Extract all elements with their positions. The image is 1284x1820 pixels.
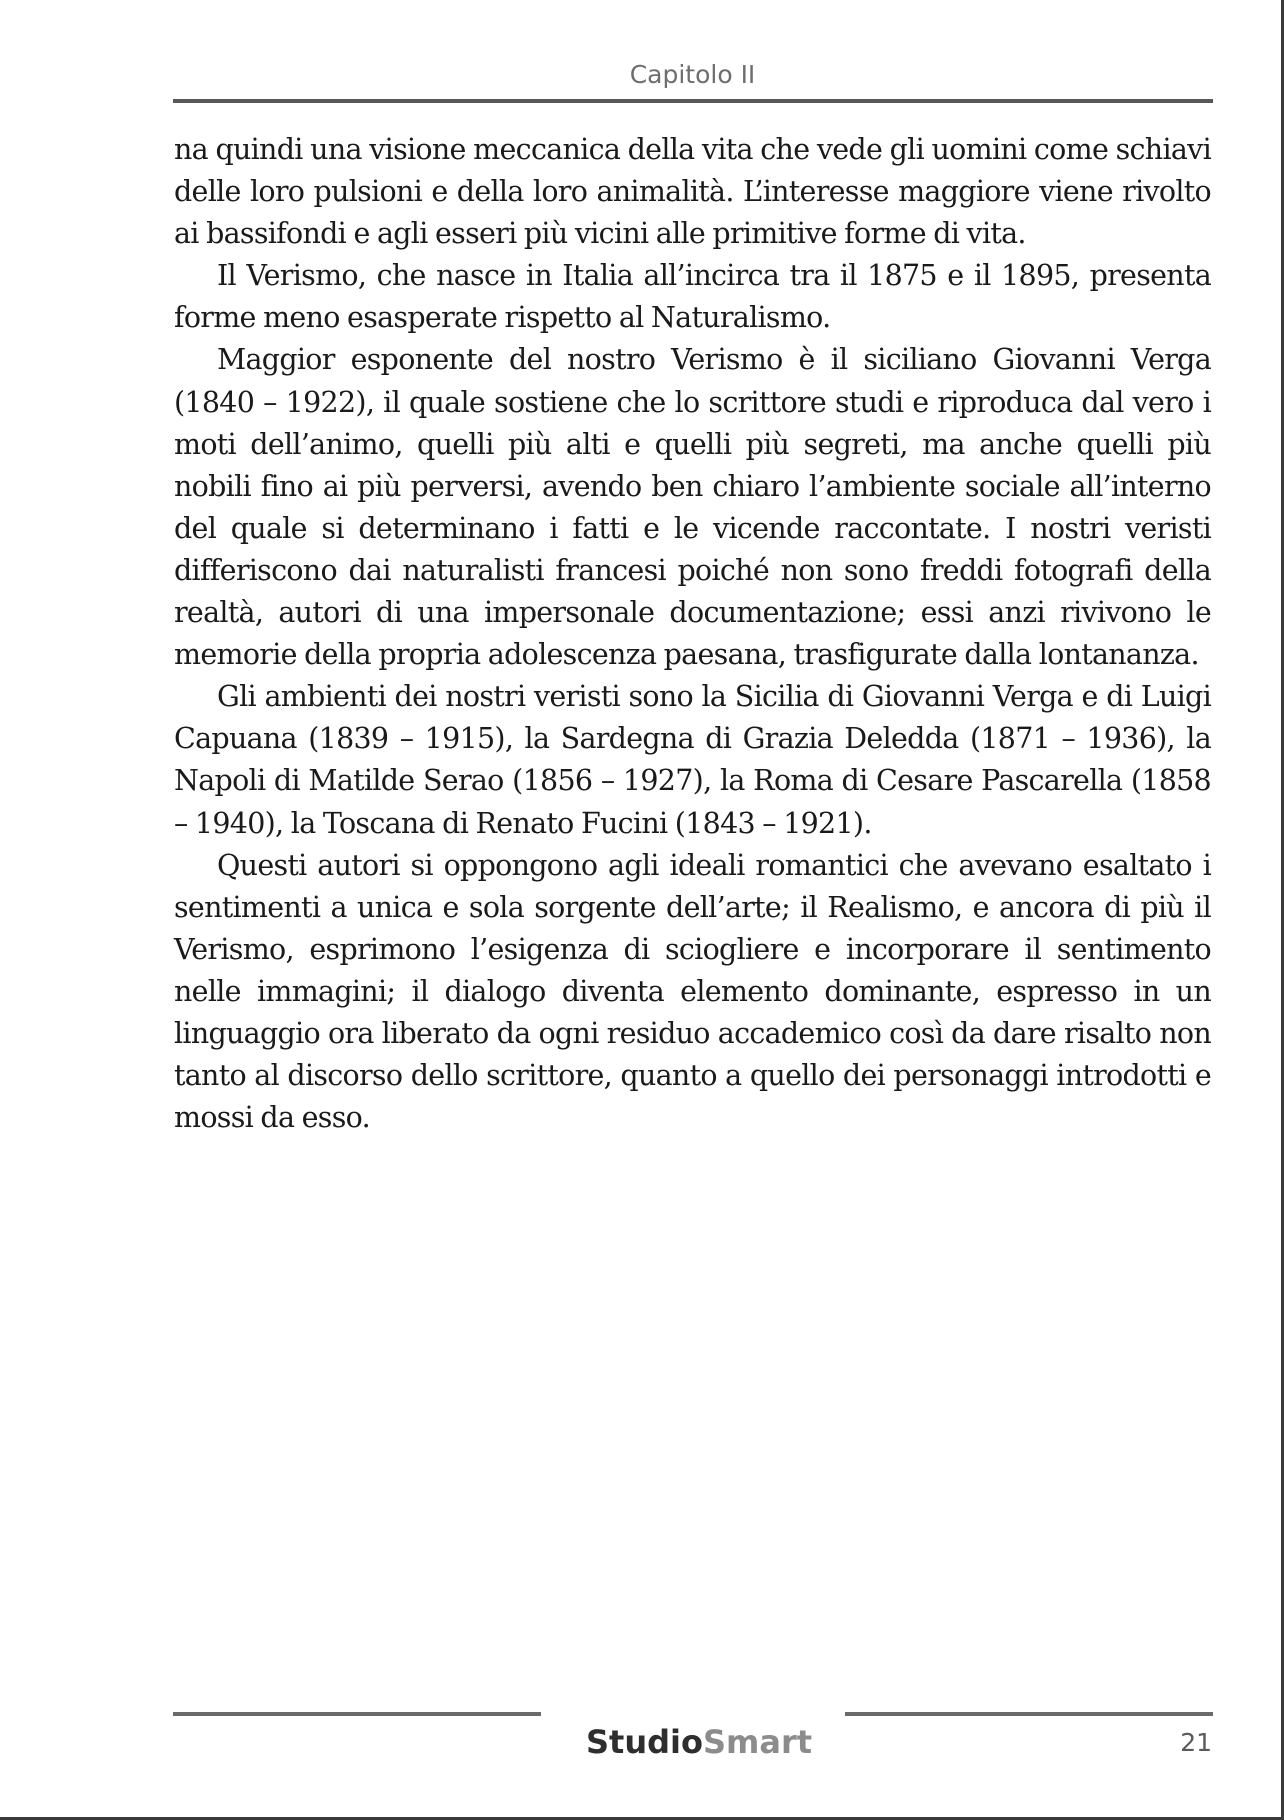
page-number: 21 [1180,1728,1212,1757]
publisher-logo [586,1723,812,1761]
running-header: Capitolo II [629,60,756,89]
paragraph-1: na quindi una visione meccanica della vita che vede gli uomini come schiavi delle loro pulsioni e della loro animalità. L’interesse maggiore viene rivolto ai bassifondi e agli esseri più vicini alle primitive forme di vita. [174,133,1211,251]
paragraph-3: Maggior esponente del nostro Verismo è il siciliano Giovanni Verga (1840 – 1922), il quale sostiene che lo scrittore studi e riproduca dal vero i moti dell’animo, quelli più alti e quelli più segreti, ma anche quelli più nobili fino ai più perversi, avendo ben chiaro l’ambiente sociale all’interno del quale si determinano i fatti e le vicende raccontate. I nostri veristi differiscono dai naturalisti francesi poiché non sono freddi fotografi della realtà, autori di una impersonale documentazione; essi anzi rivivono le memorie della propria adolescenza paesana, trasfigurate dalla lontananza. [174,343,1211,672]
footer-rule-right [845,1712,1213,1716]
header-rule [173,99,1213,103]
paragraph-2: Il Verismo, che nasce in Italia all’incirca tra il 1875 e il 1895, presenta forme meno esasperate rispetto al Naturalismo. [174,259,1211,335]
paragraph-5: Questi autori si oppongono agli ideali romantici che avevano esaltato i sentimenti a unica e sola sorgente dell’arte; il Realismo, e ancora di più il Verismo, esprimono l’esigenza di sciogliere e incorporare il sentimento nelle immagini; il dialogo diventa elemento dominante, espresso in un linguaggio ora liberato da ogni residuo accademico così da dare risalto non tanto al discorso dello scrittore, quanto a quello dei personaggi introdotti e mossi da esso. [174,848,1211,1135]
paragraph-4: Gli ambienti dei nostri veristi sono la Sicilia di Giovanni Verga e di Luigi Capuana (1839 – 1915), la Sardegna di Grazia Deledda (1871 – 1936), la Napoli di Matilde Serao (1856 – 1927), la Roma di Cesare Pascarella (1858 – 1940), la Toscana di Renato Fucini (1843 – 1921). [174,680,1211,840]
body-text [174,129,1211,1139]
brand-part-studio: Studio [586,1723,703,1761]
brand-part-smart: Smart [702,1723,813,1761]
footer-rule-left [173,1712,541,1716]
